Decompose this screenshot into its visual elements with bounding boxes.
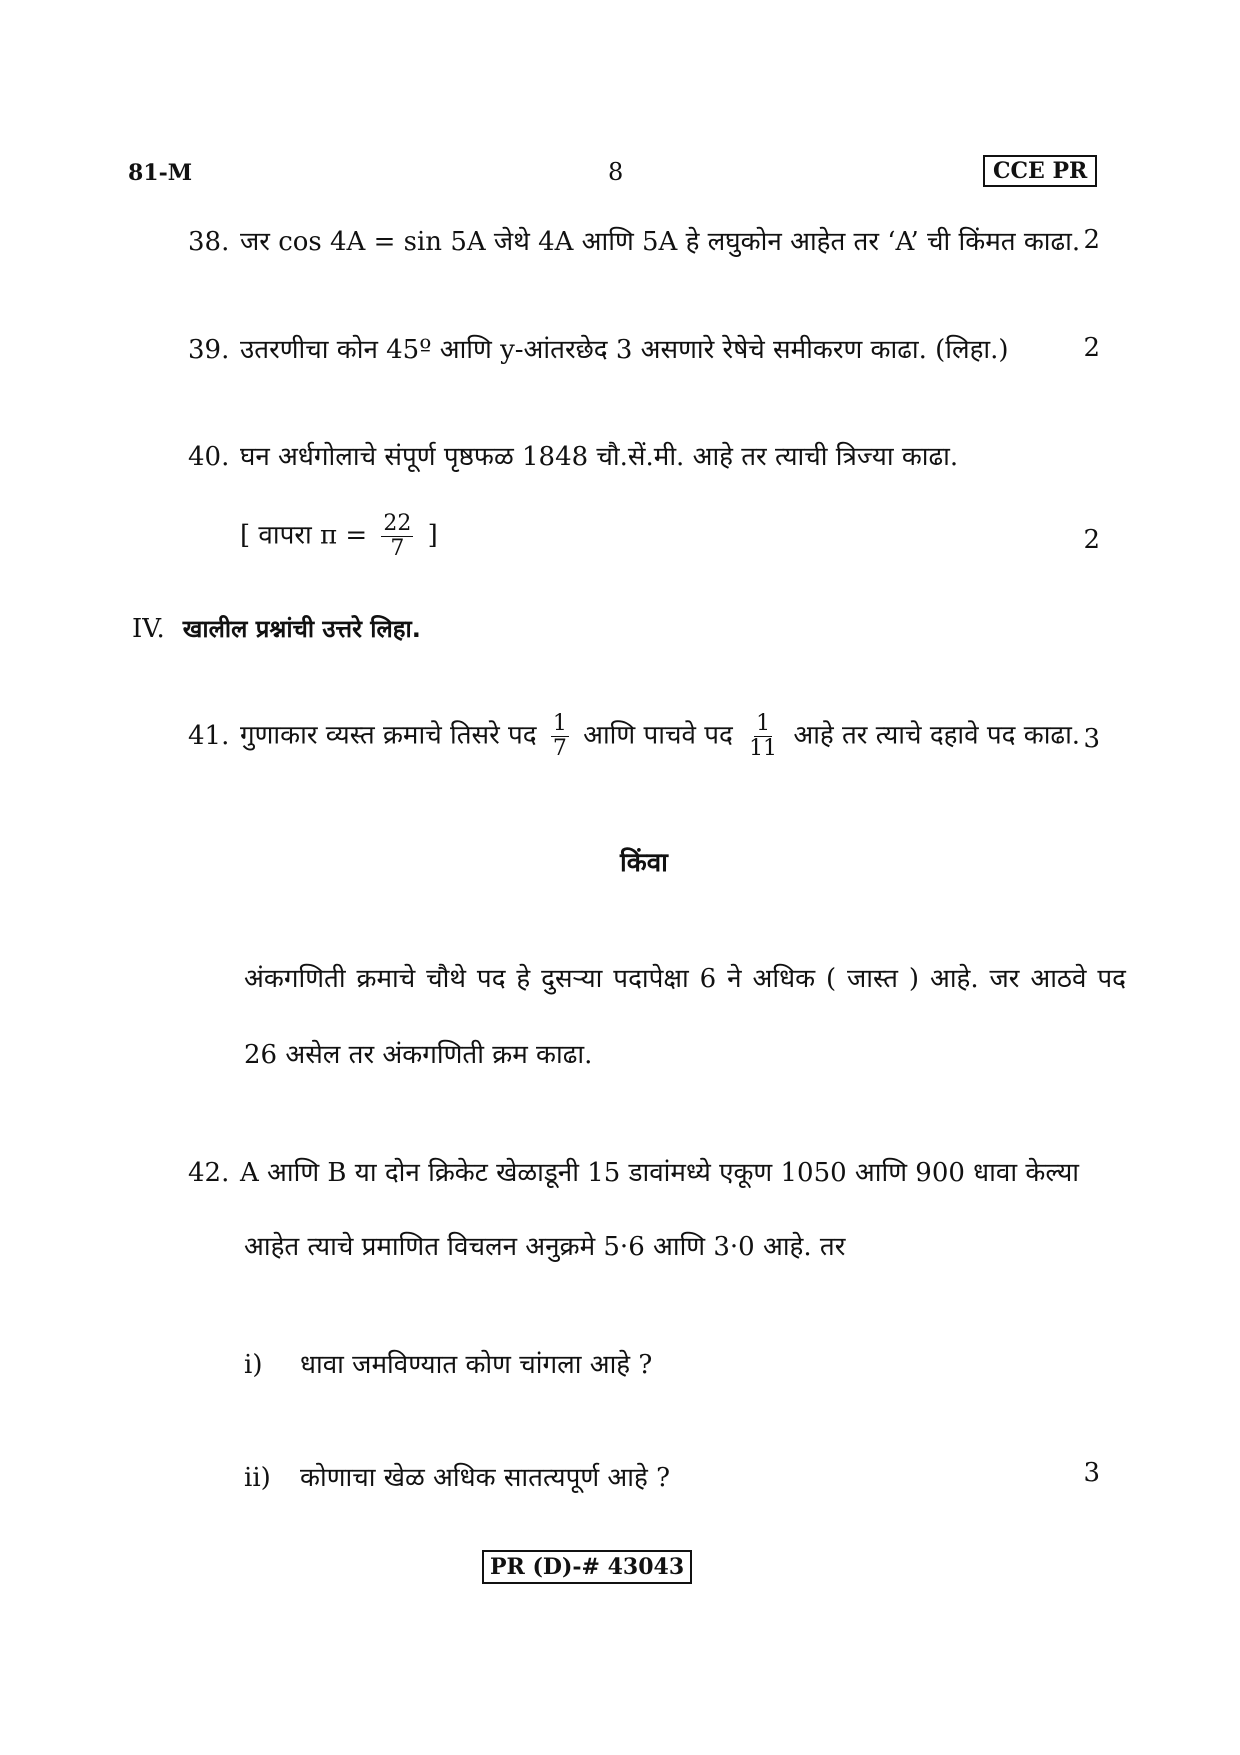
- question-39: [188, 333, 1009, 367]
- question-38: [188, 225, 1080, 259]
- q41-alternative-line-2: 26 असेल तर अंकगणिती क्रम काढा.: [244, 1040, 593, 1070]
- q41-part1: गुणाकार व्यस्त क्रमाचे तिसरे पद: [240, 720, 537, 751]
- section-roman: IV.: [132, 614, 165, 644]
- page-number: 8: [608, 158, 624, 186]
- question-text: उतरणीचा कोन 45º आणि y-आंतरछेद 3 असणारे रेषेचे समीकरण काढा. (लिहा.): [240, 335, 1009, 365]
- pi-denominator: 7: [390, 536, 405, 561]
- q42-text-line-1: A आणि B या दोन क्रिकेट खेळाडूनी 15 डावांमध्ये एकूण 1050 आणि 900 धावा केल्या: [240, 1158, 1080, 1188]
- q41-part2: आणि पाचवे पद: [583, 720, 733, 751]
- hint-open: [ वापरा π =: [240, 520, 368, 551]
- q41-part3: आहे तर त्याचे दहावे पद काढा.: [793, 720, 1081, 751]
- sub-text: धावा जमविण्यात कोण चांगला आहे ?: [300, 1350, 653, 1380]
- section-heading: [132, 612, 421, 645]
- fraction-numerator: 1: [552, 711, 567, 736]
- fraction-numerator: 1: [756, 711, 771, 736]
- question-text: जर cos 4A = sin 5A जेथे 4A आणि 5A हे लघुकोन आहेत तर ‘A’ ची किंमत काढा.: [240, 227, 1081, 257]
- question-number: 39.: [188, 335, 230, 365]
- question-42-line-1: [188, 1156, 1098, 1190]
- question-41: [188, 712, 1080, 761]
- question-40-marks: 2: [1083, 525, 1100, 555]
- question-42-line-2: आहेत त्याचे प्रमाणित विचलन अनुक्रमे 5·6 आणि 3·0 आहे. तर: [244, 1232, 846, 1262]
- or-label: किंवा: [620, 848, 668, 878]
- question-number: 40.: [188, 442, 230, 472]
- question-text: घन अर्धगोलाचे संपूर्ण पृष्ठफळ 1848 चौ.सें.मी. आहे तर त्याची त्रिज्या काढा.: [240, 442, 959, 472]
- hint-close: ]: [427, 520, 438, 551]
- question-number: 38.: [188, 227, 230, 257]
- question-40-hint: [240, 512, 438, 561]
- pi-fraction: [381, 512, 413, 561]
- section-title: खालील प्रश्नांची उत्तरे लिहा.: [182, 615, 421, 643]
- question-38-marks: 2: [1083, 225, 1100, 255]
- pi-numerator: 22: [383, 511, 412, 536]
- cce-pr-badge: CCE PR: [983, 155, 1097, 187]
- q41-fraction-1: [551, 712, 569, 761]
- sub-label: ii): [244, 1463, 271, 1493]
- fraction-denominator: 11: [749, 736, 778, 761]
- question-42-marks: 3: [1083, 1458, 1100, 1488]
- question-41-marks: 3: [1083, 724, 1100, 754]
- paper-code: 81-M: [128, 160, 193, 186]
- question-number: 41.: [188, 720, 230, 751]
- q41-alternative-line-1: अंकगणिती क्रमाचे चौथे पद हे दुसऱ्या पदापेक्षा 6 ने अधिक ( जास्त ) आहे. जर आठवे पद: [244, 964, 1126, 994]
- question-40: [188, 440, 958, 474]
- q42-subquestion-i: [244, 1345, 652, 1381]
- question-number: 42.: [188, 1158, 230, 1188]
- q42-subquestion-ii: [244, 1458, 670, 1494]
- fraction-denominator: 7: [552, 736, 567, 761]
- footer-code-box: PR (D)-# 43043: [482, 1550, 692, 1584]
- q41-fraction-2: [747, 712, 779, 761]
- question-39-marks: 2: [1083, 333, 1100, 363]
- sub-label: i): [244, 1350, 263, 1380]
- sub-text: कोणाचा खेळ अधिक सातत्यपूर्ण आहे ?: [300, 1463, 671, 1493]
